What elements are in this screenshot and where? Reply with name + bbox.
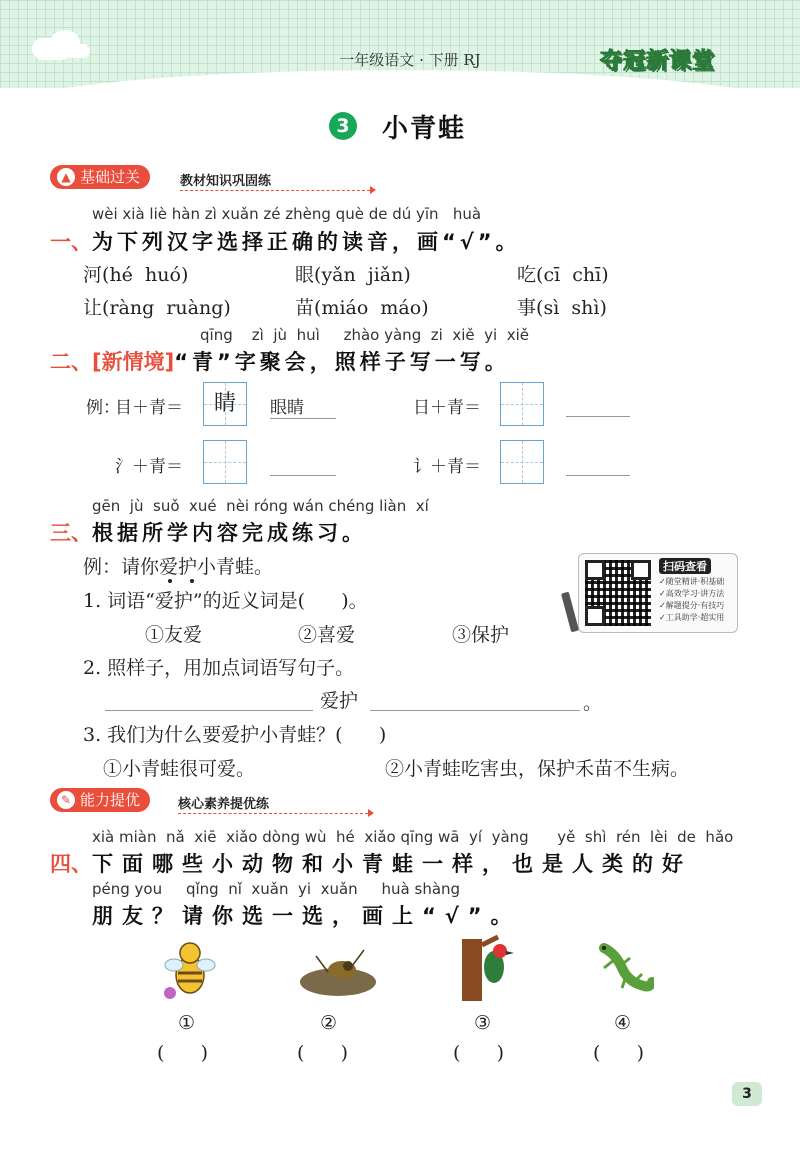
q1-char: 眼 bbox=[295, 264, 315, 286]
q1-option[interactable]: ràng bbox=[109, 297, 155, 319]
q1-char: 河 bbox=[83, 264, 103, 286]
section-basic-label: 基础过关 bbox=[80, 168, 141, 186]
qr-title: 扫码查看 bbox=[659, 558, 711, 574]
q3-heading bbox=[50, 517, 367, 547]
divider bbox=[180, 190, 370, 191]
lesson-title: 小青蛙 bbox=[382, 114, 467, 144]
q4-pinyin-1: xià miàn nǎ xiē xiǎo dòng wù hé xiǎo qīng wā yí yàng yě shì rén lèi de hǎo bbox=[92, 828, 734, 846]
q2-formula: 日＋青＝ bbox=[413, 398, 481, 418]
emphasis-dot bbox=[190, 579, 194, 583]
section-ability bbox=[50, 788, 150, 812]
q1-option[interactable]: hé bbox=[109, 264, 133, 286]
q3-sub3: 3. 我们为什么要爱护小青蛙？( ) bbox=[83, 724, 387, 746]
q4-answer-blank[interactable]: ( ) bbox=[453, 1042, 505, 1064]
qr-corner bbox=[585, 606, 605, 626]
q2-word-line[interactable] bbox=[270, 474, 336, 476]
divider bbox=[178, 813, 368, 814]
q3-example: 例：请你爱护小青蛙。 bbox=[83, 556, 274, 578]
arrow-icon bbox=[370, 186, 376, 194]
tian-grid-char bbox=[501, 441, 543, 483]
q4-animal-label: ① bbox=[178, 1012, 196, 1034]
lizard-icon bbox=[594, 938, 654, 998]
q2-word-line[interactable] bbox=[566, 474, 630, 476]
pencil-icon bbox=[561, 592, 579, 633]
q1-option[interactable]: jiǎn bbox=[367, 264, 404, 286]
q1-text: 为下列汉字选择正确的读音，画“√”。 bbox=[92, 230, 521, 254]
q1-heading bbox=[50, 226, 521, 256]
q2-formula: 目＋青＝ bbox=[115, 398, 183, 418]
q2-tag: [新情境] bbox=[92, 350, 175, 374]
woodpecker-icon bbox=[456, 935, 516, 1003]
q3-sub2-word: 爱护 bbox=[320, 690, 359, 712]
q4-answer-blank[interactable]: ( ) bbox=[157, 1042, 209, 1064]
section-basic-pill bbox=[50, 165, 150, 189]
qr-feature: ✓解题提分·有技巧 bbox=[659, 601, 725, 610]
q3-sub1: 1. 词语“爱护”的近义词是( )。 bbox=[83, 590, 368, 612]
q3-text: 根据所学内容完成练习。 bbox=[92, 521, 367, 545]
cricket-icon bbox=[298, 942, 378, 1000]
qr-feature: ✓高效学习·讲方法 bbox=[659, 589, 725, 598]
q3-sub2: 2. 照样子，用加点词语写句子。 bbox=[83, 657, 355, 679]
qr-code-panel[interactable] bbox=[578, 553, 738, 633]
q2-word-line[interactable] bbox=[566, 415, 630, 417]
q4-animal-label: ④ bbox=[614, 1012, 632, 1034]
q3-number: 三、 bbox=[50, 521, 92, 545]
q4-animal-label: ② bbox=[320, 1012, 338, 1034]
emphasis-dot bbox=[168, 579, 172, 583]
tian-grid-char: 睛 bbox=[213, 391, 236, 416]
tian-grid-char bbox=[204, 441, 246, 483]
q1-item: 眼(yǎn jiǎn) bbox=[295, 264, 411, 286]
q1-item: 让(ràng ruàng) bbox=[83, 297, 231, 319]
q2-pinyin: qīng zì jù huì zhào yàng zi xiě yi xiě bbox=[200, 326, 529, 344]
q4-answer-blank[interactable]: ( ) bbox=[593, 1042, 645, 1064]
q1-option[interactable]: máo bbox=[380, 297, 422, 319]
qr-corner bbox=[631, 560, 651, 580]
q1-pinyin: wèi xià liè hàn zì xuǎn zé zhèng què de dú yīn huà bbox=[92, 205, 482, 223]
q1-option[interactable]: huó bbox=[145, 264, 181, 286]
qr-feature: ✓工具助学·超实用 bbox=[659, 613, 725, 622]
tian-grid-box[interactable] bbox=[500, 440, 544, 484]
q1-item: 事(sì shì) bbox=[517, 297, 607, 319]
q1-option[interactable]: ruàng bbox=[166, 297, 224, 319]
tian-grid-box bbox=[203, 382, 247, 426]
q1-option[interactable]: sì bbox=[543, 297, 560, 319]
q4-text-1: 下面哪些小动物和小青蛙一样，也是人类的好 bbox=[92, 852, 692, 876]
book-title: 一年级语文 · 下册 RJ bbox=[339, 51, 481, 69]
q4-number: 四、 bbox=[50, 852, 92, 876]
q3-pinyin: gēn jù suǒ xué nèi róng wán chéng liàn xí bbox=[92, 497, 429, 515]
lesson-number: 3 bbox=[329, 112, 357, 140]
q3-sub1-option[interactable]: ①友爱 bbox=[145, 624, 203, 646]
q1-char: 事 bbox=[517, 297, 537, 319]
q3-sub1-option[interactable]: ③保护 bbox=[452, 624, 510, 646]
q3-sub2-end: 。 bbox=[583, 692, 603, 714]
q1-option[interactable]: yǎn bbox=[321, 264, 356, 286]
q2-text: “青”字聚会，照样子写一写。 bbox=[174, 350, 510, 374]
q2-example-prefix: 例： bbox=[86, 398, 120, 418]
q3-sub3-option[interactable]: ②小青蛙吃害虫，保护禾苗不生病。 bbox=[385, 758, 690, 780]
q1-item: 河(hé huó) bbox=[83, 264, 189, 286]
q1-item: 吃(cī chī) bbox=[517, 264, 609, 286]
q1-char: 苗 bbox=[295, 297, 315, 319]
mountain-icon: ▲ bbox=[57, 168, 75, 186]
q1-item: 苗(miáo máo) bbox=[295, 297, 429, 319]
tian-grid-box[interactable] bbox=[500, 382, 544, 426]
q4-pinyin-2: péng you qǐng nǐ xuǎn yi xuǎn huà shàng bbox=[92, 880, 461, 898]
q1-char: 吃 bbox=[517, 264, 537, 286]
bee-icon bbox=[160, 933, 216, 1003]
tian-grid-char bbox=[501, 383, 543, 425]
q3-sub1-option[interactable]: ②喜爱 bbox=[298, 624, 356, 646]
answer-line[interactable] bbox=[105, 709, 313, 711]
q4-answer-blank[interactable]: ( ) bbox=[297, 1042, 349, 1064]
edit-icon: ✎ bbox=[57, 791, 75, 809]
q1-option[interactable]: shì bbox=[571, 297, 600, 319]
cloud-puff bbox=[64, 44, 90, 58]
q2-number: 二、 bbox=[50, 350, 92, 374]
q4-animal-label: ③ bbox=[474, 1012, 492, 1034]
q1-option[interactable]: miáo bbox=[321, 297, 369, 319]
q1-option[interactable]: cī bbox=[543, 264, 561, 286]
section-basic bbox=[50, 165, 150, 189]
answer-line[interactable] bbox=[370, 709, 580, 711]
q1-option[interactable]: chī bbox=[572, 264, 602, 286]
q4-heading-1 bbox=[50, 848, 692, 878]
qr-corner bbox=[585, 560, 605, 580]
brand-logo: 夺冠新课堂 bbox=[600, 49, 716, 74]
q1-char: 让 bbox=[83, 297, 103, 319]
q2-heading bbox=[50, 346, 510, 376]
q2-formula: 氵＋青＝ bbox=[115, 457, 183, 477]
section-ability-pill bbox=[50, 788, 150, 812]
section-ability-subtitle: 核心素养提优练 bbox=[178, 797, 270, 812]
page-number: 3 bbox=[732, 1082, 762, 1106]
qr-feature-list bbox=[659, 576, 724, 624]
q1-number: 一、 bbox=[50, 230, 92, 254]
q4-text-2: 朋友？请你选一选，画上“√”。 bbox=[92, 904, 521, 928]
tian-grid-box[interactable] bbox=[203, 440, 247, 484]
qr-feature: ✓随堂精讲·积基础 bbox=[659, 577, 725, 586]
q2-formula: 讠＋青＝ bbox=[413, 457, 481, 477]
section-ability-label: 能力提优 bbox=[80, 791, 141, 809]
arrow-icon bbox=[368, 809, 374, 817]
section-basic-subtitle: 教材知识巩固练 bbox=[180, 174, 272, 189]
q3-sub3-option[interactable]: ①小青蛙很可爱。 bbox=[103, 758, 256, 780]
q2-word-line: 眼睛 bbox=[270, 393, 336, 419]
